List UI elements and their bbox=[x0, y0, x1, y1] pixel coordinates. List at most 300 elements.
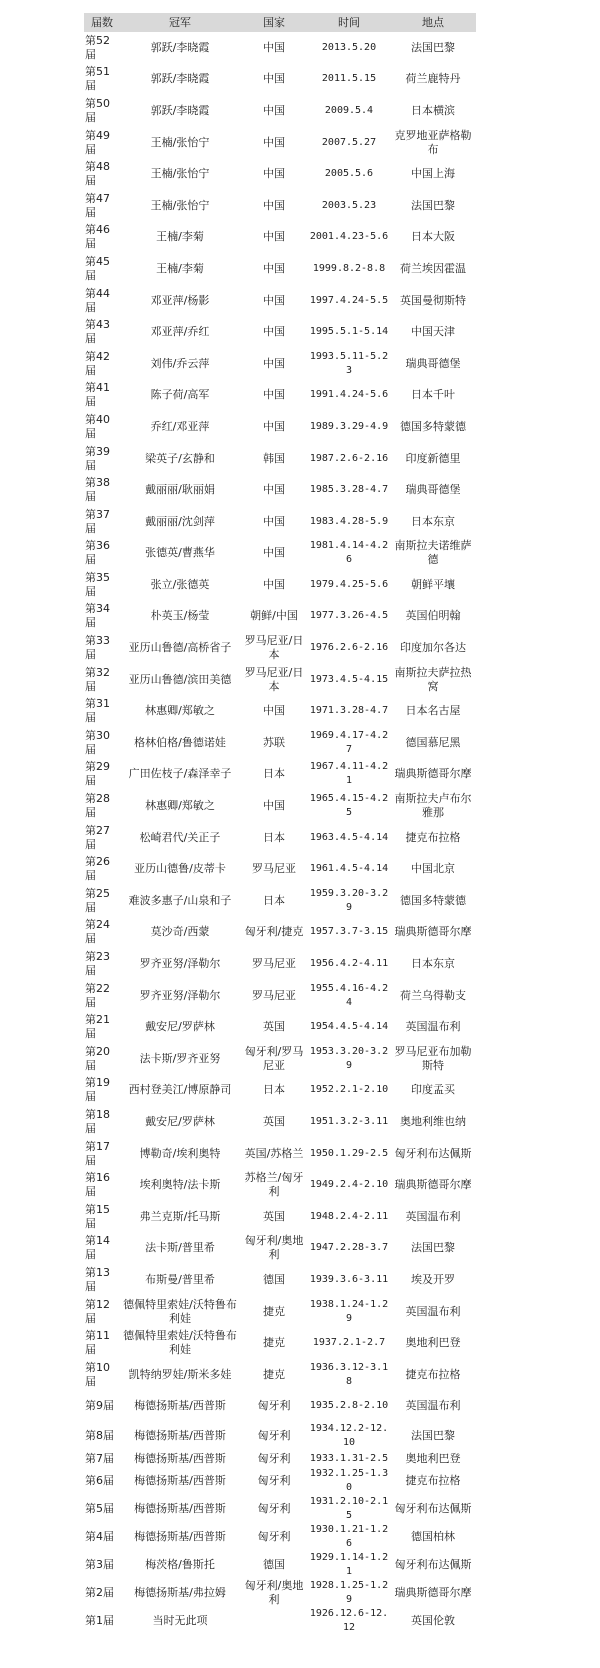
champion-cell: 王楠/张怡宁 bbox=[150, 198, 210, 212]
champion-cell: 郭跃/李晓霞 bbox=[150, 103, 210, 117]
table-row bbox=[84, 980, 476, 1012]
place-cell: 德国柏林 bbox=[411, 1530, 455, 1544]
champion-cell: 弗兰克斯/托马斯 bbox=[139, 1209, 221, 1223]
champion-cell: 莫沙奇/西蒙 bbox=[150, 925, 210, 939]
place-cell: 印度加尔各达 bbox=[400, 641, 466, 655]
edition-cell: 第37届 bbox=[85, 507, 110, 535]
champion-cell: 梅德扬斯基/西普斯 bbox=[134, 1429, 226, 1443]
champion-cell: 德佩特里索娃/沃特鲁布利娃 bbox=[123, 1329, 237, 1357]
place-cell: 德国多特蒙德 bbox=[400, 419, 466, 433]
table-row bbox=[84, 1467, 476, 1495]
country-cell: 韩国 bbox=[263, 451, 285, 465]
table-row bbox=[84, 1075, 476, 1107]
header-place: 地点 bbox=[390, 13, 476, 32]
table-row bbox=[84, 759, 476, 791]
table-row bbox=[84, 1607, 476, 1635]
place-cell: 匈牙利布达佩斯 bbox=[394, 1146, 472, 1160]
edition-cell: 第40届 bbox=[85, 412, 110, 440]
country-cell: 中国 bbox=[263, 356, 285, 370]
place-cell: 法国巴黎 bbox=[411, 1241, 455, 1255]
place-cell: 南斯拉夫卢布尔雅那 bbox=[394, 792, 472, 820]
date-cell: 1936.3.12-3.18 bbox=[309, 1361, 389, 1387]
place-cell: 奥地利巴登 bbox=[405, 1451, 461, 1465]
place-cell: 匈牙利布达佩斯 bbox=[394, 1502, 472, 1516]
champion-cell: 王楠/李菊 bbox=[156, 261, 204, 275]
country-cell: 中国 bbox=[263, 483, 285, 497]
date-cell: 1955.4.16-4.24 bbox=[309, 982, 389, 1008]
date-cell: 1969.4.17-4.27 bbox=[309, 729, 389, 755]
place-cell: 瑞典斯德哥尔摩 bbox=[394, 1586, 472, 1600]
date-cell: 1930.1.21-1.26 bbox=[309, 1524, 389, 1550]
table-row bbox=[84, 1011, 476, 1043]
place-cell: 瑞典斯德哥尔摩 bbox=[394, 767, 472, 781]
country-cell: 中国 bbox=[263, 546, 285, 560]
country-cell: 匈牙利/捷克 bbox=[244, 925, 304, 939]
champion-cell: 张立/张德英 bbox=[150, 577, 210, 591]
edition-cell: 第12届 bbox=[85, 1297, 110, 1325]
champions-table bbox=[84, 13, 476, 1635]
country-cell: 英国 bbox=[263, 1209, 285, 1223]
edition-cell: 第26届 bbox=[85, 855, 110, 883]
country-cell: 中国 bbox=[263, 198, 285, 212]
date-cell: 1929.1.14-1.21 bbox=[309, 1552, 389, 1578]
edition-cell: 第42届 bbox=[85, 349, 110, 377]
country-cell: 中国 bbox=[263, 40, 285, 54]
place-cell: 荷兰乌得勒支 bbox=[400, 988, 466, 1002]
edition-cell: 第24届 bbox=[85, 918, 110, 946]
date-cell: 1926.12.6-12.12 bbox=[309, 1608, 389, 1634]
place-cell: 英国温布利 bbox=[405, 1304, 461, 1318]
table-row bbox=[84, 917, 476, 949]
place-cell: 德国慕尼黑 bbox=[405, 735, 461, 749]
table-row bbox=[84, 32, 476, 64]
country-cell: 中国 bbox=[263, 577, 285, 591]
edition-cell: 第21届 bbox=[85, 1013, 110, 1041]
champion-cell: 法卡斯/罗齐亚努 bbox=[139, 1051, 221, 1065]
table-row bbox=[84, 380, 476, 412]
champion-cell: 戴安尼/罗萨林 bbox=[145, 1114, 215, 1128]
champion-cell: 郭跃/李晓霞 bbox=[150, 40, 210, 54]
table-row bbox=[84, 1523, 476, 1551]
country-cell: 英国/苏格兰 bbox=[244, 1146, 304, 1160]
table-row bbox=[84, 822, 476, 854]
champion-cell: 林惠卿/郑敏之 bbox=[145, 704, 215, 718]
place-cell: 捷克布拉格 bbox=[405, 1474, 461, 1488]
country-cell: 匈牙利 bbox=[257, 1530, 291, 1544]
country-cell: 中国 bbox=[263, 103, 285, 117]
place-cell: 克罗地亚萨格勒布 bbox=[394, 128, 472, 156]
place-cell: 日本大阪 bbox=[411, 230, 455, 244]
date-cell: 1932.1.25-1.30 bbox=[309, 1468, 389, 1494]
place-cell: 英国伦敦 bbox=[411, 1614, 455, 1628]
champion-cell: 布斯曼/普里希 bbox=[145, 1272, 215, 1286]
place-cell: 瑞典斯德哥尔摩 bbox=[394, 1178, 472, 1192]
edition-cell: 第52届 bbox=[85, 33, 110, 61]
country-cell: 日本 bbox=[263, 1083, 285, 1097]
place-cell: 南斯拉夫诺维萨德 bbox=[394, 539, 472, 567]
place-cell: 印度孟买 bbox=[411, 1083, 455, 1097]
date-cell: 1983.4.28-5.9 bbox=[309, 515, 389, 527]
date-cell: 1952.2.1-2.10 bbox=[309, 1084, 389, 1096]
header-country: 国家 bbox=[240, 13, 308, 32]
place-cell: 日本千叶 bbox=[411, 388, 455, 402]
date-cell: 1987.2.6-2.16 bbox=[309, 452, 389, 464]
country-cell: 匈牙利/奥地利 bbox=[244, 1234, 304, 1262]
date-cell: 1961.4.5-4.14 bbox=[309, 863, 389, 875]
champion-cell: 邓亚萍/乔红 bbox=[150, 325, 210, 339]
edition-cell: 第49届 bbox=[85, 128, 110, 156]
date-cell: 1951.3.2-3.11 bbox=[309, 1115, 389, 1127]
place-cell: 德国多特蒙德 bbox=[400, 893, 466, 907]
table-row bbox=[84, 316, 476, 348]
edition-cell: 第20届 bbox=[85, 1044, 110, 1072]
date-cell: 1949.2.4-2.10 bbox=[309, 1179, 389, 1191]
table-row bbox=[84, 411, 476, 443]
edition-cell: 第48届 bbox=[85, 160, 110, 188]
place-cell: 英国曼彻斯特 bbox=[400, 293, 466, 307]
table-row bbox=[84, 1551, 476, 1579]
date-cell: 2003.5.23 bbox=[321, 199, 377, 211]
country-cell: 中国 bbox=[263, 419, 285, 433]
champion-cell: 梅德扬斯基/西普斯 bbox=[134, 1451, 226, 1465]
edition-cell: 第18届 bbox=[85, 1107, 110, 1135]
champion-cell: 梅德扬斯基/西普斯 bbox=[134, 1399, 226, 1413]
place-cell: 英国温布利 bbox=[405, 1399, 461, 1413]
table-row bbox=[84, 948, 476, 980]
date-cell: 1959.3.20-3.29 bbox=[309, 887, 389, 913]
edition-cell: 第29届 bbox=[85, 760, 110, 788]
place-cell: 英国伯明翰 bbox=[405, 609, 461, 623]
edition-cell: 第11届 bbox=[85, 1329, 110, 1357]
country-cell: 匈牙利 bbox=[257, 1451, 291, 1465]
edition-cell: 第27届 bbox=[85, 823, 110, 851]
edition-cell: 第41届 bbox=[85, 381, 110, 409]
champion-cell: 当时无此项 bbox=[152, 1614, 208, 1628]
table-row bbox=[84, 1106, 476, 1138]
place-cell: 奥地利巴登 bbox=[405, 1336, 461, 1350]
place-cell: 瑞典哥德堡 bbox=[405, 356, 461, 370]
country-cell: 捷克 bbox=[263, 1304, 285, 1318]
place-cell: 印度新德里 bbox=[405, 451, 461, 465]
place-cell: 奥地利维也纳 bbox=[400, 1114, 466, 1128]
country-cell: 匈牙利/罗马尼亚 bbox=[244, 1044, 304, 1072]
champion-cell: 罗齐亚努/泽勒尔 bbox=[139, 957, 221, 971]
edition-cell: 第51届 bbox=[85, 65, 110, 93]
place-cell: 中国天津 bbox=[411, 325, 455, 339]
date-cell: 1995.5.1-5.14 bbox=[309, 326, 389, 338]
champion-cell: 梁英子/玄静和 bbox=[145, 451, 215, 465]
champion-cell: 格林伯格/鲁德诺娃 bbox=[134, 735, 226, 749]
place-cell: 捷克布拉格 bbox=[405, 1367, 461, 1381]
table-row bbox=[84, 727, 476, 759]
date-cell: 1931.2.10-2.15 bbox=[309, 1496, 389, 1522]
edition-cell: 第16届 bbox=[85, 1171, 110, 1199]
edition-cell: 第5届 bbox=[85, 1502, 114, 1516]
edition-cell: 第17届 bbox=[85, 1139, 110, 1167]
country-cell: 匈牙利 bbox=[257, 1399, 291, 1413]
champion-cell: 戴丽丽/耿丽娟 bbox=[145, 483, 215, 497]
date-cell: 2001.4.23-5.6 bbox=[309, 231, 389, 243]
champion-cell: 梅德扬斯基/西普斯 bbox=[134, 1530, 226, 1544]
place-cell: 捷克布拉格 bbox=[405, 830, 461, 844]
date-cell: 1956.4.2-4.11 bbox=[309, 958, 389, 970]
country-cell: 中国 bbox=[263, 72, 285, 86]
table-row bbox=[84, 506, 476, 538]
country-cell: 苏格兰/匈牙利 bbox=[244, 1171, 304, 1199]
header-champion: 冠军 bbox=[120, 13, 240, 32]
date-cell: 1977.3.26-4.5 bbox=[309, 610, 389, 622]
place-cell: 法国巴黎 bbox=[411, 198, 455, 212]
date-cell: 1981.4.14-4.26 bbox=[309, 540, 389, 566]
table-row bbox=[84, 632, 476, 664]
table-row bbox=[84, 1264, 476, 1296]
country-cell: 中国 bbox=[263, 388, 285, 402]
table-row bbox=[84, 885, 476, 917]
champion-cell: 梅德扬斯基/弗拉姆 bbox=[134, 1586, 226, 1600]
date-cell: 1993.5.11-5.23 bbox=[309, 350, 389, 376]
edition-cell: 第33届 bbox=[85, 634, 110, 662]
table-row bbox=[84, 695, 476, 727]
edition-cell: 第36届 bbox=[85, 539, 110, 567]
date-cell: 1967.4.11-4.21 bbox=[309, 761, 389, 787]
table-row bbox=[84, 1043, 476, 1075]
date-cell: 2009.5.4 bbox=[324, 104, 374, 116]
edition-cell: 第45届 bbox=[85, 254, 110, 282]
country-cell: 罗马尼亚/日本 bbox=[244, 634, 304, 662]
country-cell: 日本 bbox=[263, 830, 285, 844]
table-row bbox=[84, 790, 476, 822]
table-row bbox=[84, 64, 476, 96]
date-cell: 1954.4.5-4.14 bbox=[309, 1021, 389, 1033]
date-cell: 2011.5.15 bbox=[321, 73, 377, 85]
country-cell: 罗马尼亚 bbox=[252, 957, 296, 971]
place-cell: 荷兰鹿特丹 bbox=[405, 72, 461, 86]
place-cell: 瑞典哥德堡 bbox=[405, 483, 461, 497]
champion-cell: 亚历山鲁德/高桥省子 bbox=[128, 641, 232, 655]
place-cell: 罗马尼亚布加勒斯特 bbox=[394, 1044, 472, 1072]
table-row bbox=[84, 569, 476, 601]
place-cell: 日本横滨 bbox=[411, 103, 455, 117]
edition-cell: 第30届 bbox=[85, 728, 110, 756]
country-cell: 中国 bbox=[263, 514, 285, 528]
place-cell: 英国温布利 bbox=[405, 1020, 461, 1034]
champion-cell: 王楠/张怡宁 bbox=[150, 167, 210, 181]
edition-cell: 第35届 bbox=[85, 570, 110, 598]
table-row bbox=[84, 158, 476, 190]
header-date: 时间 bbox=[308, 13, 390, 32]
date-cell: 2007.5.27 bbox=[321, 136, 377, 148]
edition-cell: 第7届 bbox=[85, 1451, 114, 1465]
champion-cell: 戴安尼/罗萨林 bbox=[145, 1020, 215, 1034]
country-cell: 中国 bbox=[263, 704, 285, 718]
champion-cell: 王楠/张怡宁 bbox=[150, 135, 210, 149]
edition-cell: 第13届 bbox=[85, 1265, 110, 1293]
table-header bbox=[84, 13, 476, 32]
edition-cell: 第32届 bbox=[85, 665, 110, 693]
date-cell: 1933.1.31-2.5 bbox=[309, 1452, 389, 1464]
country-cell: 匈牙利 bbox=[257, 1474, 291, 1488]
champion-cell: 梅德扬斯基/西普斯 bbox=[134, 1474, 226, 1488]
date-cell: 1979.4.25-5.6 bbox=[309, 578, 389, 590]
champion-cell: 张德英/曹燕华 bbox=[145, 546, 215, 560]
country-cell: 中国 bbox=[263, 167, 285, 181]
table-row bbox=[84, 1233, 476, 1265]
edition-cell: 第4届 bbox=[85, 1530, 114, 1544]
table-row bbox=[84, 664, 476, 696]
country-cell: 中国 bbox=[263, 135, 285, 149]
date-cell: 1963.4.5-4.14 bbox=[309, 831, 389, 843]
date-cell: 1948.2.4-2.11 bbox=[309, 1210, 389, 1222]
table-row bbox=[84, 443, 476, 475]
place-cell: 匈牙利布达佩斯 bbox=[394, 1558, 472, 1572]
table-row bbox=[84, 1169, 476, 1201]
edition-cell: 第8届 bbox=[85, 1429, 114, 1443]
champion-cell: 亚历山德鲁/皮蒂卡 bbox=[134, 862, 226, 876]
edition-cell: 第39届 bbox=[85, 444, 110, 472]
place-cell: 南斯拉夫萨拉热窝 bbox=[394, 665, 472, 693]
table-row bbox=[84, 1495, 476, 1523]
date-cell: 1965.4.15-4.25 bbox=[309, 793, 389, 819]
country-cell: 匈牙利/奥地利 bbox=[244, 1579, 304, 1607]
date-cell: 1989.3.29-4.9 bbox=[309, 420, 389, 432]
champion-cell: 梅德扬斯基/西普斯 bbox=[134, 1502, 226, 1516]
country-cell: 德国 bbox=[263, 1558, 285, 1572]
edition-cell: 第46届 bbox=[85, 223, 110, 251]
country-cell: 中国 bbox=[263, 261, 285, 275]
table-row bbox=[84, 1138, 476, 1170]
table-row bbox=[84, 601, 476, 633]
edition-cell: 第9届 bbox=[85, 1399, 114, 1413]
edition-cell: 第6届 bbox=[85, 1474, 114, 1488]
date-cell: 1935.2.8-2.10 bbox=[309, 1400, 389, 1412]
champion-cell: 梅茨格/鲁斯托 bbox=[145, 1558, 215, 1572]
place-cell: 荷兰埃因霍温 bbox=[400, 261, 466, 275]
date-cell: 2005.5.6 bbox=[324, 168, 374, 180]
champion-cell: 松崎君代/关正子 bbox=[139, 830, 221, 844]
table-row bbox=[84, 95, 476, 127]
date-cell: 1950.1.29-2.5 bbox=[309, 1147, 389, 1159]
champion-cell: 陈子荷/高军 bbox=[150, 388, 210, 402]
table-row bbox=[84, 1391, 476, 1423]
date-cell: 1928.1.25-1.29 bbox=[309, 1580, 389, 1606]
edition-cell: 第44届 bbox=[85, 286, 110, 314]
country-cell: 捷克 bbox=[263, 1336, 285, 1350]
edition-cell: 第34届 bbox=[85, 602, 110, 630]
edition-cell: 第28届 bbox=[85, 792, 110, 820]
edition-cell: 第3届 bbox=[85, 1558, 114, 1572]
table-row bbox=[84, 474, 476, 506]
date-cell: 1985.3.28-4.7 bbox=[309, 484, 389, 496]
country-cell: 罗马尼亚 bbox=[252, 988, 296, 1002]
place-cell: 日本东京 bbox=[411, 514, 455, 528]
table-row bbox=[84, 853, 476, 885]
edition-cell: 第47届 bbox=[85, 191, 110, 219]
country-cell: 匈牙利 bbox=[257, 1502, 291, 1516]
date-cell: 1997.4.24-5.5 bbox=[309, 294, 389, 306]
date-cell: 1971.3.28-4.7 bbox=[309, 705, 389, 717]
date-cell: 1991.4.24-5.6 bbox=[309, 389, 389, 401]
country-cell: 罗马尼亚/日本 bbox=[244, 665, 304, 693]
table-row bbox=[84, 1450, 476, 1467]
country-cell: 英国 bbox=[263, 1020, 285, 1034]
country-cell: 捷克 bbox=[263, 1367, 285, 1381]
table-row bbox=[84, 253, 476, 285]
edition-cell: 第1届 bbox=[85, 1614, 114, 1628]
date-cell: 1976.2.6-2.16 bbox=[309, 642, 389, 654]
place-cell: 日本东京 bbox=[411, 957, 455, 971]
place-cell: 朝鲜平壤 bbox=[411, 577, 455, 591]
country-cell: 中国 bbox=[263, 799, 285, 813]
edition-cell: 第23届 bbox=[85, 950, 110, 978]
champion-cell: 罗齐亚努/泽勒尔 bbox=[139, 988, 221, 1002]
champion-cell: 埃利奥特/法卡斯 bbox=[139, 1178, 221, 1192]
country-cell: 罗马尼亚 bbox=[252, 862, 296, 876]
edition-cell: 第50届 bbox=[85, 96, 110, 124]
date-cell: 1934.12.2-12.10 bbox=[309, 1423, 389, 1449]
champion-cell: 王楠/李菊 bbox=[156, 230, 204, 244]
champion-cell: 郭跃/李晓霞 bbox=[150, 72, 210, 86]
country-cell: 朝鲜/中国 bbox=[250, 609, 298, 623]
edition-cell: 第19届 bbox=[85, 1076, 110, 1104]
place-cell: 中国北京 bbox=[411, 862, 455, 876]
champion-cell: 戴丽丽/沈剑萍 bbox=[145, 514, 215, 528]
date-cell: 1953.3.20-3.29 bbox=[309, 1045, 389, 1071]
table-row bbox=[84, 190, 476, 222]
header-row bbox=[84, 13, 476, 32]
champion-cell: 广田佐枝子/森泽幸子 bbox=[128, 767, 232, 781]
date-cell: 1937.2.1-2.7 bbox=[312, 1337, 386, 1349]
edition-cell: 第2届 bbox=[85, 1586, 114, 1600]
edition-cell: 第14届 bbox=[85, 1234, 110, 1262]
country-cell: 中国 bbox=[263, 293, 285, 307]
place-cell: 法国巴黎 bbox=[411, 1429, 455, 1443]
country-cell: 中国 bbox=[263, 325, 285, 339]
table-row bbox=[84, 1422, 476, 1450]
edition-cell: 第38届 bbox=[85, 476, 110, 504]
champion-cell: 邓亚萍/杨影 bbox=[150, 293, 210, 307]
champion-cell: 难波多惠子/山泉和子 bbox=[128, 893, 232, 907]
table-body bbox=[84, 32, 476, 1635]
edition-cell: 第22届 bbox=[85, 981, 110, 1009]
country-cell bbox=[240, 1607, 308, 1635]
country-cell: 英国 bbox=[263, 1114, 285, 1128]
champion-cell: 德佩特里索娃/沃特鲁布利娃 bbox=[123, 1297, 237, 1325]
table-row bbox=[84, 1296, 476, 1328]
country-cell: 德国 bbox=[263, 1272, 285, 1286]
date-cell: 1939.3.6-3.11 bbox=[309, 1273, 389, 1285]
place-cell: 法国巴黎 bbox=[411, 40, 455, 54]
champion-cell: 朴英玉/杨莹 bbox=[150, 609, 210, 623]
edition-cell: 第15届 bbox=[85, 1202, 110, 1230]
date-cell: 1973.4.5-4.15 bbox=[309, 673, 389, 685]
table-row bbox=[84, 1359, 476, 1391]
place-cell: 埃及开罗 bbox=[411, 1272, 455, 1286]
table-row bbox=[84, 127, 476, 159]
date-cell: 1947.2.28-3.7 bbox=[309, 1242, 389, 1254]
champion-cell: 凯特纳罗娃/斯米多娃 bbox=[128, 1367, 232, 1381]
table-row bbox=[84, 1201, 476, 1233]
table-row bbox=[84, 538, 476, 570]
champion-cell: 博勒奇/埃利奥特 bbox=[139, 1146, 221, 1160]
header-edition: 届数 bbox=[84, 13, 120, 32]
table-row bbox=[84, 1327, 476, 1359]
date-cell: 1999.8.2-8.8 bbox=[312, 262, 386, 274]
table-row bbox=[84, 1579, 476, 1607]
date-cell: 2013.5.20 bbox=[321, 41, 377, 53]
edition-cell: 第25届 bbox=[85, 886, 110, 914]
country-cell: 日本 bbox=[263, 767, 285, 781]
champion-cell: 林惠卿/郑敏之 bbox=[145, 799, 215, 813]
